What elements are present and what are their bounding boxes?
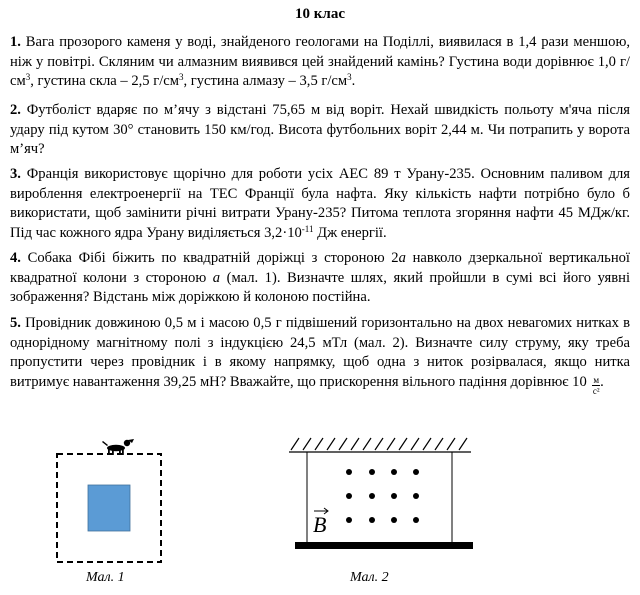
- problem-number: 3.: [10, 166, 21, 182]
- field-dots: [346, 469, 419, 523]
- problem-number: 2.: [10, 102, 21, 118]
- problem-4: [10, 249, 630, 308]
- problem-text: Провідник довжиною 0,5 м і масою 0,5 г підвішений горизонтально на двох невагомих нитках в однорідному магнітному полі з індукцією 24,5 мТл (мал. 2). Визначте силу струму, яку треба пропустити через провідник і в якому напрямку, щоб одна з ниток розірвалася, якщо нитка витримує навантаження 39,25 мН? Вважайте, що прискорення вільного падіння дорівнює 10: [10, 315, 630, 390]
- square-column: [88, 485, 130, 531]
- figure-2-caption: Мал. 2: [350, 570, 389, 585]
- problem-text: навколо дзеркальної вертикальної квадратної колони з стороною: [10, 250, 630, 286]
- variable-a: a: [212, 269, 221, 286]
- variable-a: a: [398, 250, 406, 266]
- exponent: -11: [301, 223, 314, 234]
- problem-2: [10, 101, 630, 160]
- field-label-b: B: [313, 512, 327, 537]
- problem-text: .: [351, 73, 356, 89]
- exponent: 3: [347, 72, 352, 82]
- problem-text: Футболіст вдаряє по м’ячу з відстані 75,65 м від воріт. Нехай швидкість польоту м'яча після удару під кутом 30° становить 150 км/год. Висота футбольних воріт 2,44 м. Чи потрапить у ворота м’яч?: [10, 102, 630, 157]
- problem-5: [10, 314, 630, 396]
- fraction-m-per-s2: $\frac{м}{\text{с²}}$: [592, 374, 600, 396]
- page-title: 10 клас: [295, 6, 345, 22]
- problem-number: 5.: [10, 315, 21, 331]
- problem-text: , густина алмазу – 3,5 г/см: [183, 73, 348, 89]
- problem-3: [10, 165, 630, 243]
- figure-1: [50, 432, 170, 572]
- problem-text: Собака Фібі біжить по квадратній доріжці з стороною 2: [27, 250, 399, 266]
- exponent: 3: [25, 72, 31, 82]
- problem-text: .: [600, 373, 604, 390]
- dog-icon: [102, 439, 134, 455]
- problem-text: Франція використовує щорічно для роботи усіх АЕС 89 т Урану-235. Основним паливом для вироблення електроенергії на ТЕС Франції була нафта. Яку кількість нафти потрібно було б використати, щоб замінити річні витрати Урану-235? Питома теплота згоряння нафти 45 МДж/кг. Під час кожного ядра Урану виділяється 3,2·10: [10, 166, 630, 241]
- problem-1: [10, 33, 630, 92]
- problem-number: 1.: [10, 34, 21, 50]
- exponent: 3: [178, 72, 184, 82]
- problem-number: 4.: [10, 250, 21, 266]
- problem-text: (мал. 1). Визначте шлях, який пройшли в сумі всі його уявні зображення? Відстань між доріжкою й колоною постійна.: [10, 269, 631, 305]
- ceiling-hatch: [289, 438, 471, 452]
- problem-text: , густина скла – 2,5 г/см: [30, 73, 179, 89]
- figure-2: [285, 434, 475, 554]
- figure-1-caption: Мал. 1: [86, 570, 125, 585]
- conductor: [295, 542, 473, 549]
- problem-text: Вага прозорого каменя у воді, знайденого геологами на Поділлі, виявилася в 1,4 рази меншою, ніж у повітрі. Скляним чи алмазним виявився цей знайдений камінь? Густина води дорівнює 1,0 г/см: [10, 34, 630, 89]
- problem-text: Дж енергії.: [313, 224, 387, 241]
